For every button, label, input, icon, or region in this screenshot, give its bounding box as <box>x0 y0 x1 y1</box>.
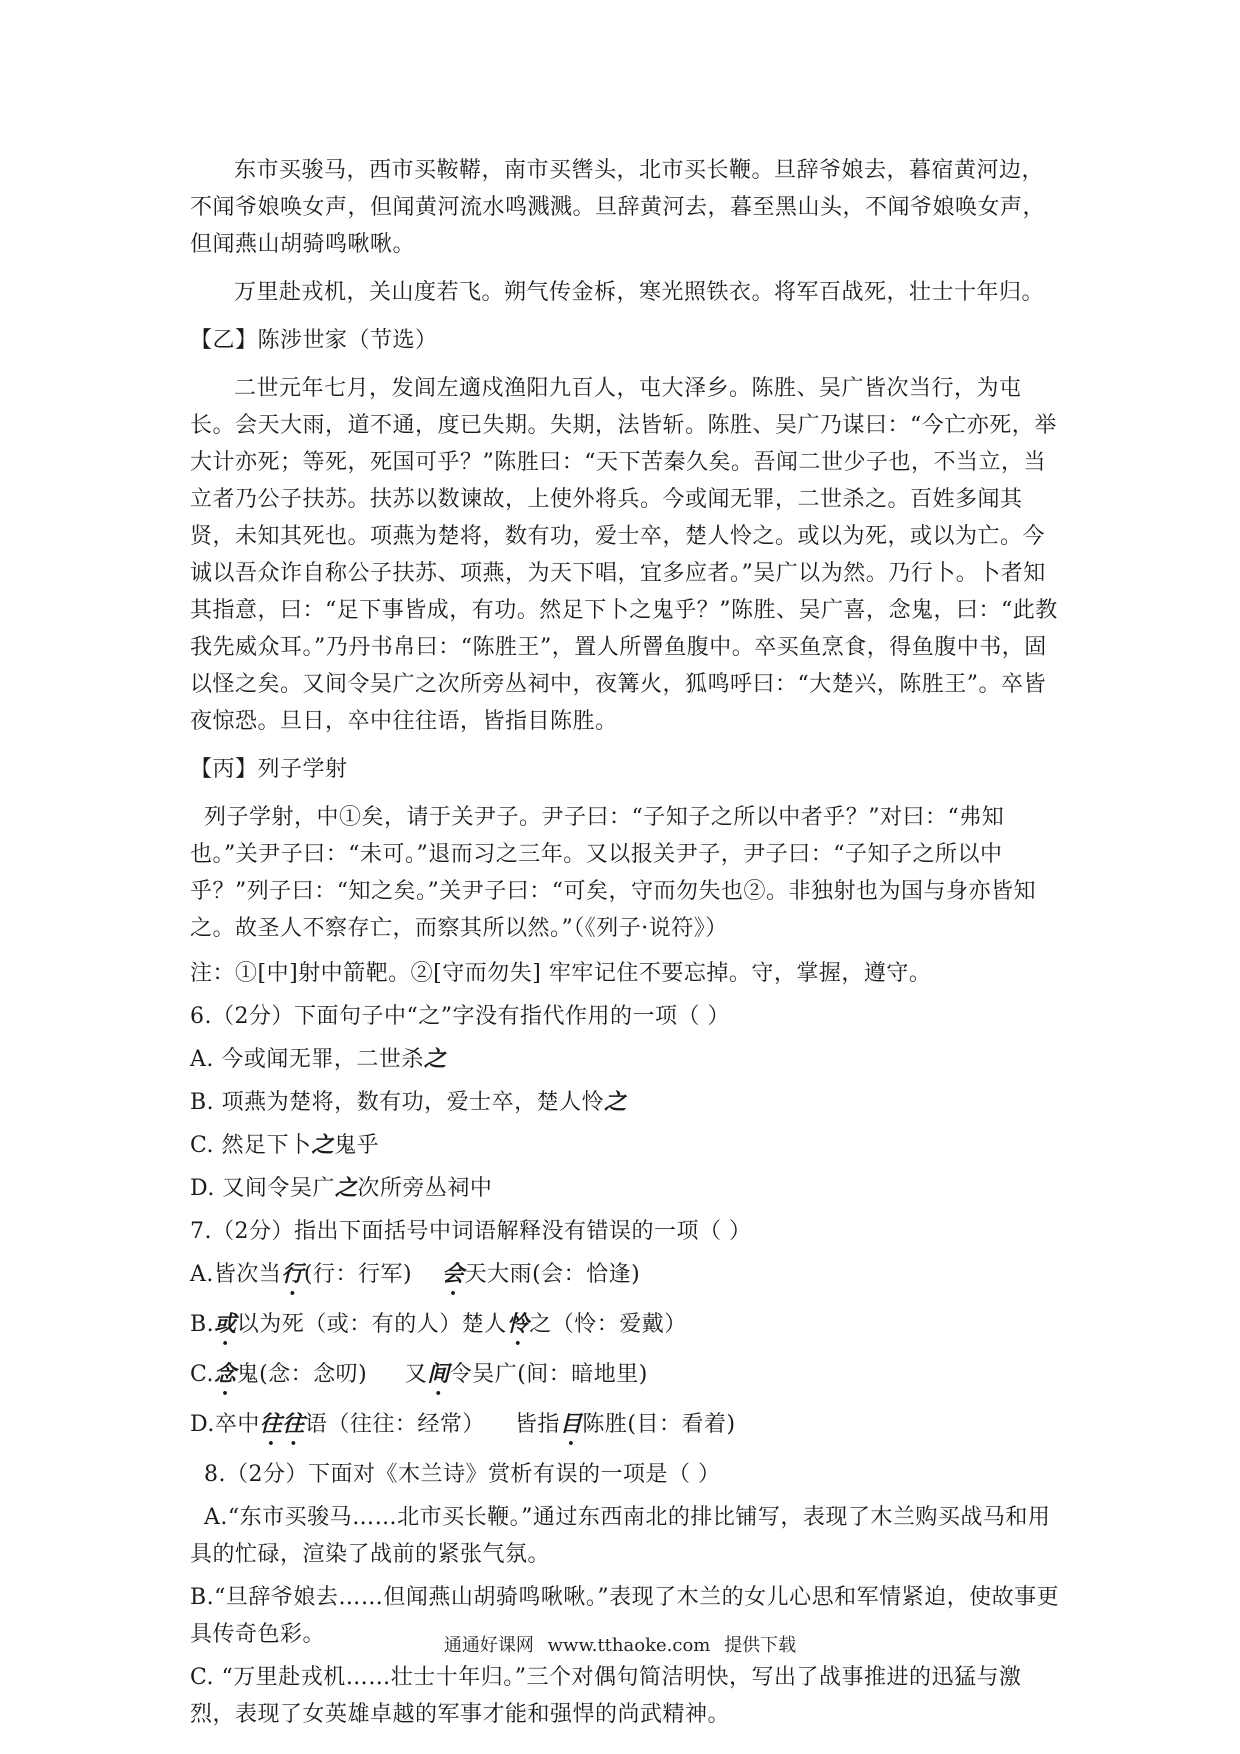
question-7-option-a: A.皆次当行(行：行军) 会天大雨(会：恰逢) <box>190 1261 641 1287</box>
section-bing-note: 注：①[中]射中箭靶。②[守而勿失] 牢牢记住不要忘掉。守，掌握，遵守。 <box>190 961 932 986</box>
question-8-option-a: A.“东市买骏马……北市买长鞭。”通过东西南北的排比铺写，表现了木兰购买战马和用具的忙碌，渲染了战前的紧张气氛。 <box>190 1505 1051 1567</box>
page-footer <box>0 1631 1240 1657</box>
question-7-stem: 7.（2分）指出下面括号中词语解释没有错误的一项（ ） <box>190 1219 752 1244</box>
question-6-option-a: A. 今或闻无罪，二世杀之 <box>190 1046 447 1072</box>
question-6-option-b: B. 项燕为楚将，数有功，爱士卒，楚人怜之 <box>190 1089 627 1115</box>
page-content <box>190 152 1060 1733</box>
footer-url: www.tthaoke.com <box>547 1635 711 1656</box>
question-8-option-c: C. “万里赴戎机……壮士十年归。”三个对偶句简洁明快，写出了战事推进的迅猛与激烈，表现了女英雄卓越的军事才能和强悍的尚武精神。 <box>190 1665 1022 1727</box>
question-8-option-b: B.“旦辞爷娘去……但闻燕山胡骑鸣啾啾。”表现了木兰的女儿心思和军情紧迫，使故事更具传奇色彩。 <box>190 1585 1060 1647</box>
section-yi-text: 二世元年七月，发闾左適戍渔阳九百人，屯大泽乡。陈胜、吴广皆次当行，为屯长。会天大雨，道不通，度已失期。失期，法皆斩。陈胜、吴广乃谋曰：“今亡亦死，举大计亦死；等死，死国可乎？”陈胜曰：“天下苦秦久矣。吾闻二世少子也，不当立，当立者乃公子扶苏。扶苏以数谏故，上使外将兵。今或闻无罪，二世杀之。百姓多闻其贤，未知其死也。项燕为楚将，数有功，爱士卒，楚人怜之。或以为死，或以为亡。今诚以吾众诈自称公子扶苏、项燕，为天下唱，宜多应者。”吴广以为然。乃行卜。卜者知其指意，曰：“足下事皆成，有功。然足下卜之鬼乎？”陈胜、吴广喜，念鬼，曰：“此教我先威众耳。”乃丹书帛曰：“陈胜王”，置人所罾鱼腹中。卒买鱼烹食，得鱼腹中书，固以怪之矣。又间令吴广之次所旁丛祠中，夜篝火，狐鸣呼曰：“大楚兴，陈胜王”。卒皆夜惊恐。旦日，卒中往往语，皆指目陈胜。 <box>190 376 1058 734</box>
question-8-stem: 8.（2分）下面对《木兰诗》赏析有误的一项是（ ） <box>204 1462 721 1487</box>
question-6-option-c: C. 然足下卜之鬼乎 <box>190 1132 380 1158</box>
question-6-stem: 6.（2分）下面句子中“之”字没有指代作用的一项（ ） <box>190 1004 730 1029</box>
question-7-option-d: D.卒中往往语（往往：经常） 皆指目陈胜(目：看着) <box>190 1411 736 1437</box>
question-6-option-d: D. 又间令吴广之次所旁丛祠中 <box>190 1175 493 1201</box>
footer-site-name: 通通好课网 <box>443 1635 534 1656</box>
poem-stanza-2: 万里赴戎机，关山度若飞。朔气传金柝，寒光照铁衣。将军百战死，壮士十年归。 <box>234 280 1045 305</box>
footer-suffix: 提供下载 <box>724 1635 797 1656</box>
question-7-option-c: C.念鬼(念：念叨) 又间令吴广(间：暗地里) <box>190 1361 648 1387</box>
poem-stanza-1: 东市买骏马，西市买鞍鞯，南市买辔头，北市买长鞭。旦辞爷娘去，暮宿黄河边，不闻爷娘唤女声，但闻黄河流水鸣溅溅。旦辞黄河去，暮至黑山头，不闻爷娘唤女声，但闻燕山胡骑鸣啾啾。 <box>190 158 1046 257</box>
section-bing-heading: 【丙】列子学射 <box>190 757 348 782</box>
section-bing-text: 列子学射，中①矣，请于关尹子。尹子曰：“子知子之所以中者乎？”对曰：“弗知也。”关尹子曰：“未可。”退而习之三年。又以报关尹子，尹子曰：“子知子之所以中乎？”列子曰：“知之矣。”关尹子曰：“可矣，守而勿失也②。非独射也为国与身亦皆知之。故圣人不察存亡，而察其所以然。”（《列子·说符》） <box>190 805 1036 941</box>
section-yi-heading: 【乙】陈涉世家（节选） <box>190 328 438 353</box>
question-7-option-b: B.或以为死（或：有的人）楚人怜之（怜：爱戴） <box>190 1311 687 1337</box>
